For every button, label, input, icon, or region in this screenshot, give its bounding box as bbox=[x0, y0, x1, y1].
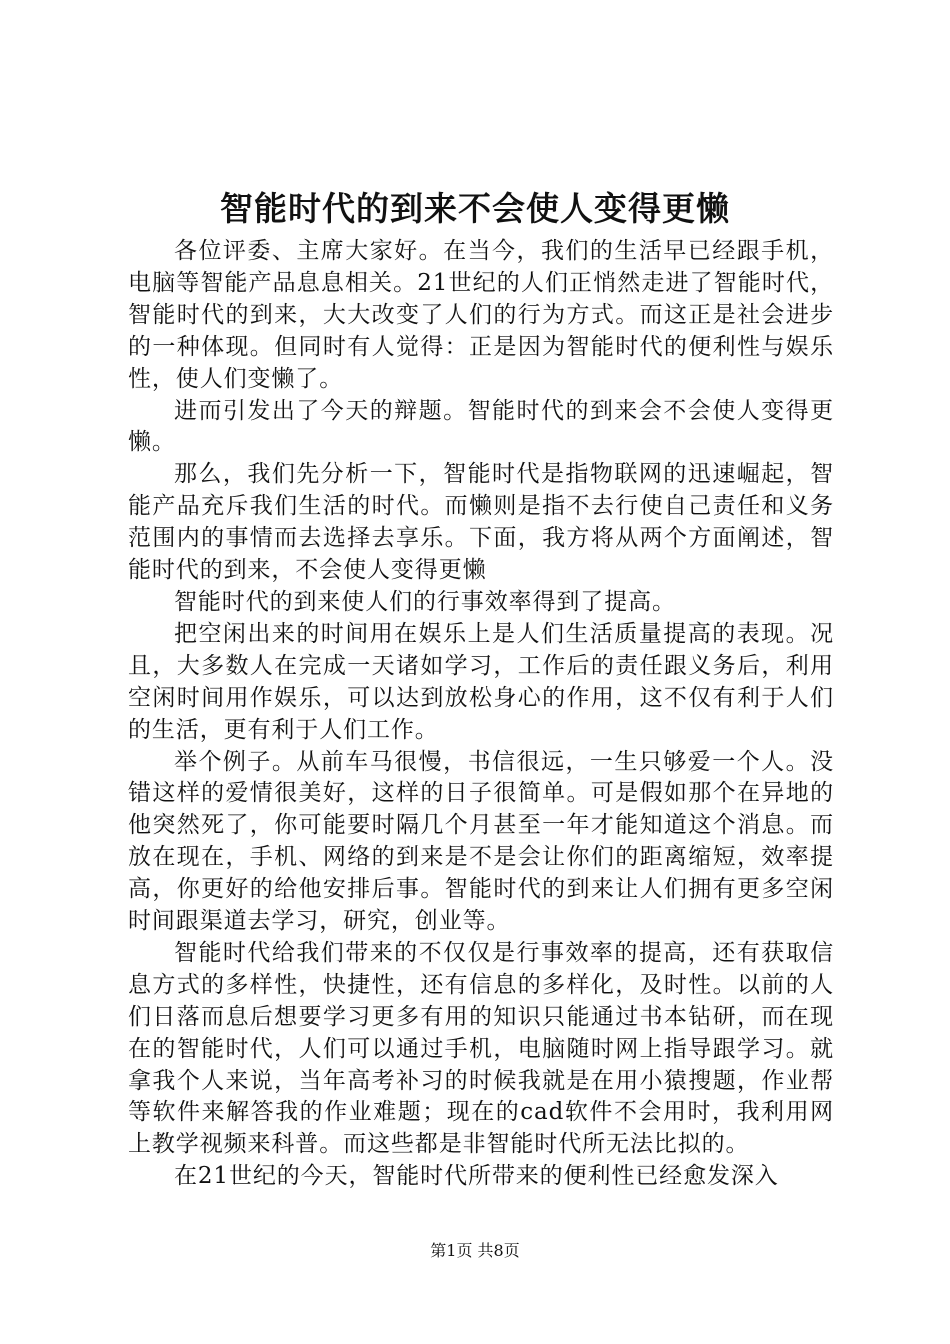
paragraph: 把空闲出来的时间用在娱乐上是人们生活质量提高的表现。况且，大多数人在完成一天诸如学习，工作后的责任跟义务后，利用空闲时间用作娱乐，可以达到放松身心的作用，这不仅有利于人们的生活，更有利于人们工作。 bbox=[128, 620, 834, 743]
paragraph: 举个例子。从前车马很慢，书信很远，一生只够爱一个人。没错这样的爱情很美好，这样的日子很简单。可是假如那个在异地的他突然死了，你可能要时隔几个月甚至一年才能知道这个消息。而放在现在，手机、网络的到来是不是会让你们的距离缩短，效率提高，你更好的给他安排后事。智能时代的到来让人们拥有更多空闲时间跟渠道去学习，研究，创业等。 bbox=[128, 748, 834, 935]
document-title: 智能时代的到来不会使人变得更懒 bbox=[220, 189, 730, 228]
paragraph: 智能时代的到来使人们的行事效率得到了提高。 bbox=[174, 588, 676, 615]
document-body bbox=[128, 236, 834, 1193]
paragraph: 智能时代给我们带来的不仅仅是行事效率的提高，还有获取信息方式的多样性，快捷性，还有信息的多样化，及时性。以前的人们日落而息后想要学习更多有用的知识只能通过书本钻研，而在现在的智能时代，人们可以通过手机，电脑随时网上指导跟学习。就拿我个人来说，当年高考补习的时候我就是在用小猿搜题，作业帮等软件来解答我的作业难题；现在的cad软件不会用时，我利用网上教学视频来科普。而这些都是非智能时代所无法比拟的。 bbox=[128, 939, 834, 1158]
paragraph: 进而引发出了今天的辩题。智能时代的到来会不会使人变得更懒。 bbox=[128, 397, 834, 456]
paragraph: 各位评委、主席大家好。在当今，我们的生活早已经跟手机，电脑等智能产品息息相关。21世纪的人们正悄然走进了智能时代，智能时代的到来，大大改变了人们的行为方式。而这正是社会进步的一种体现。但同时有人觉得：正是因为智能时代的便利性与娱乐性，使人们变懒了。 bbox=[128, 238, 834, 392]
paragraph: 那么，我们先分析一下，智能时代是指物联网的迅速崛起，智能产品充斥我们生活的时代。而懒则是指不去行使自己责任和义务范围内的事情而去选择去享乐。下面，我方将从两个方面阐述，智能时代的到来，不会使人变得更懒 bbox=[128, 461, 834, 584]
page-footer: 第1页 共8页 bbox=[430, 1241, 520, 1260]
paragraph: 在21世纪的今天，智能时代所带来的便利性已经愈发深入 bbox=[174, 1163, 779, 1190]
